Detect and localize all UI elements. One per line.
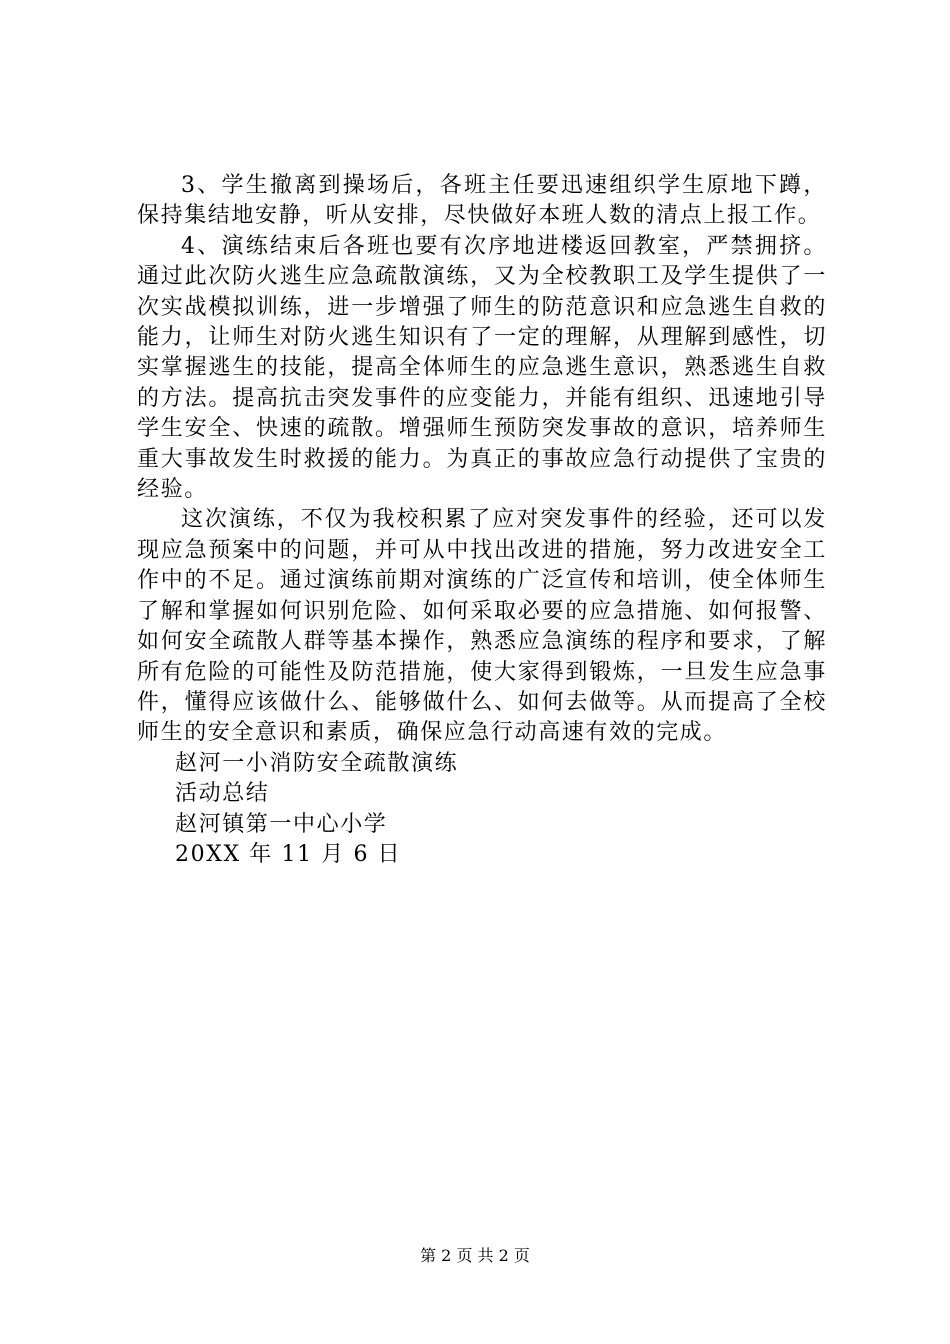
document-body: [137, 171, 827, 870]
signature-date: 20XX 年 11 月 6 日: [175, 841, 402, 867]
signature-title-line2: 活动总结: [175, 781, 270, 807]
signature-school: 赵河镇第一中心小学: [175, 811, 388, 837]
paragraph-item-3: 3、学生撤离到操场后，各班主任要迅速组织学生原地下蹲，保持集结地安静，听从安排，尽快做好本班人数的清点上报工作。: [137, 173, 827, 229]
paragraph-item-4: 4、演练结束后各班也要有次序地进楼返回教室，严禁拥挤。通过此次防火逃生应急疏散演练，又为全校教职工及学生提供了一次实战模拟训练，进一步增强了师生的防范意识和应急逃生自救的能力，让师生对防火逃生知识有了一定的理解，从理解到感性，切实掌握逃生的技能，提高全体师生的应急逃生意识，熟悉逃生自救的方法。提高抗击突发事件的应变能力，并能有组织、迅速地引导学生安全、快速的疏散。增强师生预防突发事故的意识，培养师生重大事故发生时救援的能力。为真正的事故应急行动提供了宝贵的经验。: [137, 233, 827, 503]
signature-title-line1: 赵河一小消防安全疏散演练: [175, 750, 459, 776]
page-footer: 第 2 页 共 2 页: [420, 1246, 530, 1265]
paragraph-conclusion: 这次演练，不仅为我校积累了应对突发事件的经验，还可以发现应急预案中的问题，并可从中找出改进的措施，努力改进安全工作中的不足。通过演练前期对演练的广泛宣传和培训，使全体师生了解和掌握如何识别危险、如何采取必要的应急措施、如何报警、如何安全疏散人群等基本操作，熟悉应急演练的程序和要求，了解所有危险的可能性及防范措施，使大家得到锻炼，一旦发生应急事件，懂得应该做什么、能够做什么、如何去做等。从而提高了全校师生的安全意识和素质，确保应急行动高速有效的完成。: [137, 507, 827, 746]
